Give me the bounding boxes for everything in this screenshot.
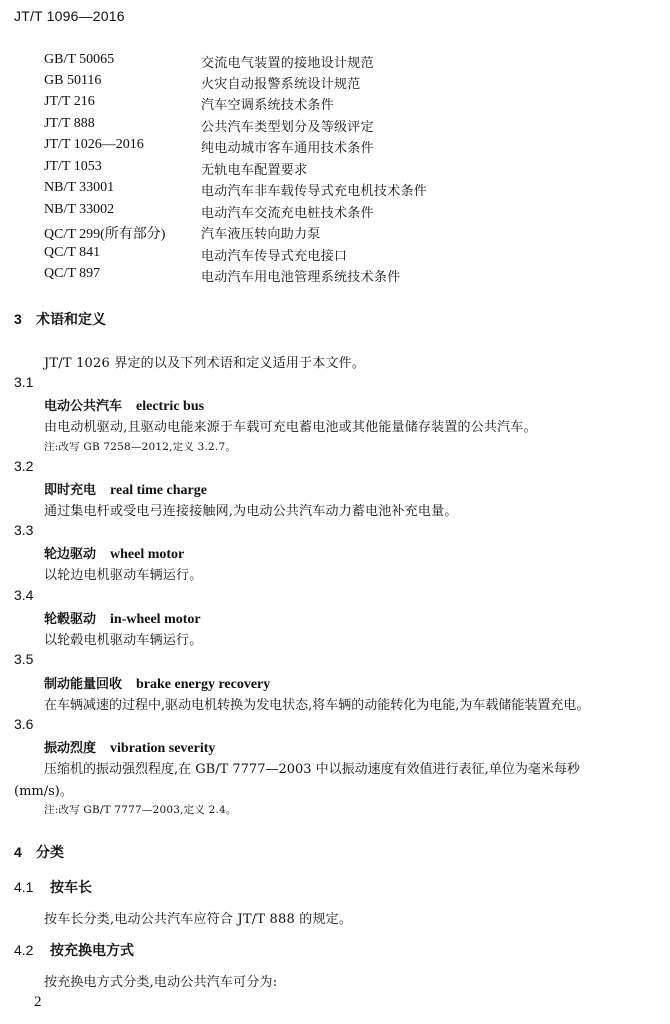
term-zh: 制动能量回收 [44, 677, 123, 692]
reference-code: QC/T 897 [44, 266, 101, 281]
term-number: 3.6 [14, 716, 34, 732]
subsection-title: 按车长 [50, 879, 92, 895]
reference-title: 电动汽车用电池管理系统技术条件 [201, 270, 401, 285]
term-definition: 以轮边电机驱动车辆运行。 [44, 568, 203, 583]
reference-title: 火灾自动报警系统设计规范 [201, 77, 361, 92]
term-heading [44, 395, 204, 415]
reference-title: 交流电气装置的接地设计规范 [201, 56, 374, 71]
term-note: 注:改写 GB/T 7777—2003,定义 2.4。 [44, 804, 237, 816]
term-zh: 振动烈度 [44, 741, 97, 756]
term-number: 3.5 [14, 651, 34, 667]
reference-title: 纯电动城市客车通用技术条件 [201, 141, 374, 156]
term-en: in-wheel motor [110, 612, 201, 627]
term-heading [44, 673, 270, 693]
reference-code: JT/T 1053 [44, 159, 102, 174]
term-zh: 轮毂驱动 [44, 612, 97, 627]
term-en: real time charge [110, 483, 207, 498]
term-definition: 在车辆减速的过程中,驱动电机转换为发电状态,将车辆的动能转化为电能,为车载储能装置充电。 [44, 698, 590, 713]
section-number: 3 [14, 311, 22, 327]
term-number: 3.2 [14, 458, 34, 474]
reference-code: GB/T 50065 [44, 52, 115, 67]
subsection-number: 4.1 [14, 879, 34, 895]
term-note: 注:改写 GB 7258—2012,定义 3.2.7。 [44, 441, 237, 453]
page-number: 2 [34, 994, 42, 1010]
reference-code: JT/T 216 [44, 94, 95, 109]
section-title: 术语和定义 [36, 311, 106, 327]
reference-title: 电动汽车交流充电桩技术条件 [201, 206, 374, 221]
term-heading [44, 543, 184, 563]
section-title: 分类 [36, 844, 64, 860]
term-number: 3.3 [14, 522, 34, 538]
term-zh: 即时充电 [44, 483, 97, 498]
reference-code: JT/T 888 [44, 116, 95, 131]
term-number: 3.4 [14, 587, 34, 603]
term-en: brake energy recovery [136, 677, 271, 692]
section-intro: JT/T 1026 界定的以及下列术语和定义适用于本文件。 [44, 356, 366, 371]
reference-title: 汽车液压转向助力泵 [201, 227, 321, 242]
term-definition: 压缩机的振动强烈程度,在 GB/T 7777—2003 中以振动速度有效值进行表征,单位为毫米每秒 [44, 762, 580, 777]
reference-code: NB/T 33002 [44, 202, 115, 217]
subsection-heading [14, 940, 134, 960]
term-zh: 轮边驱动 [44, 547, 97, 562]
reference-title: 电动汽车传导式充电接口 [201, 249, 348, 264]
reference-code: QC/T 299(所有部分) [44, 227, 166, 242]
term-zh: 电动公共汽车 [44, 399, 123, 414]
reference-code: GB 50116 [44, 73, 102, 88]
reference-title: 公共汽车类型划分及等级评定 [201, 120, 374, 135]
term-heading [44, 737, 215, 757]
term-number: 3.1 [14, 374, 34, 390]
reference-title: 电动汽车非车载传导式充电机技术条件 [201, 184, 428, 199]
reference-code: QC/T 841 [44, 245, 101, 260]
reference-title: 汽车空调系统技术条件 [201, 98, 335, 113]
section-number: 4 [14, 844, 22, 860]
term-en: wheel motor [110, 547, 185, 562]
reference-code: NB/T 33001 [44, 180, 115, 195]
subsection-title: 按充换电方式 [50, 942, 134, 958]
term-definition: 以轮毂电机驱动车辆运行。 [44, 633, 203, 648]
term-heading [44, 479, 207, 499]
section-heading [14, 842, 64, 862]
term-definition: 由电动机驱动,且驱动电能来源于车载可充电蓄电池或其他能量储存装置的公共汽车。 [44, 420, 537, 435]
term-en: vibration severity [110, 741, 216, 756]
subsection-text: 按充换电方式分类,电动公共汽车可分为: [44, 975, 278, 990]
reference-title: 无轨电车配置要求 [201, 163, 308, 178]
subsection-text: 按车长分类,电动公共汽车应符合 JT/T 888 的规定。 [44, 912, 353, 927]
subsection-number: 4.2 [14, 942, 34, 958]
term-definition-continued: (mm/s)。 [14, 784, 73, 799]
section-heading [14, 309, 106, 329]
term-en: electric bus [136, 399, 205, 414]
subsection-heading [14, 877, 92, 897]
page-header: JT/T 1096—2016 [14, 8, 125, 24]
term-heading [44, 608, 201, 628]
reference-code: JT/T 1026—2016 [44, 137, 144, 152]
term-definition: 通过集电杆或受电弓连接接触网,为电动公共汽车动力蓄电池补充电量。 [44, 504, 458, 519]
